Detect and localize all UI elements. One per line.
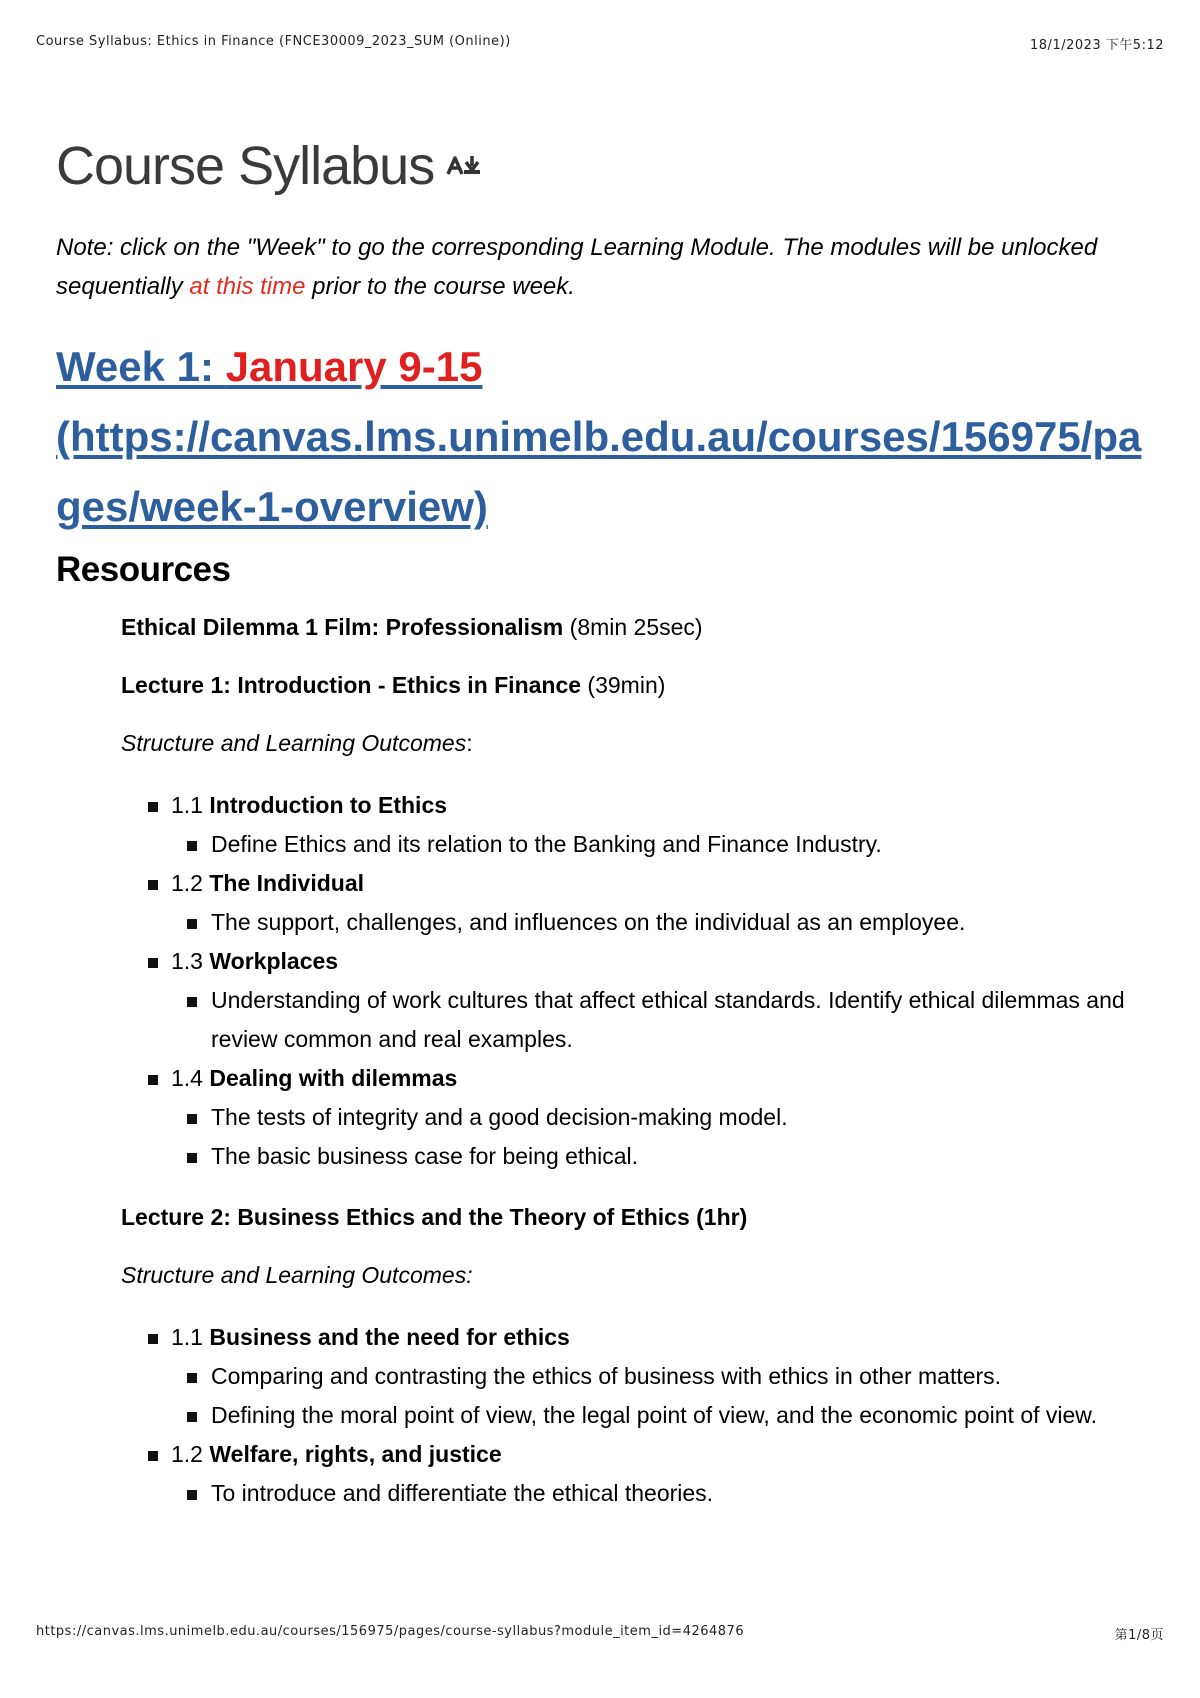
lecture-2-item	[121, 1202, 1146, 1232]
lecture-1-structure-label: Structure and Learning Outcomes:	[121, 730, 473, 756]
print-footer-page: 第1/8页	[1114, 1628, 1164, 1643]
list-item: The tests of integrity and a good decision-making model.	[121, 1098, 1146, 1137]
resources-heading: Resources	[56, 550, 231, 589]
lecture-2-title: Lecture 2: Business Ethics and the Theory of Ethics (1hr)	[121, 1204, 748, 1230]
print-footer	[36, 1624, 1164, 1643]
resources-section	[121, 612, 1146, 1513]
list-item: 1.1 Business and the need for ethics Comparing and contrasting the ethics of business with ethics in other matters. Defining the moral point of view, the legal point of view, and the economic point of view.	[121, 1318, 1146, 1435]
film-item	[121, 612, 1146, 642]
list-item: Understanding of work cultures that affect ethical standards. Identify ethical dilemmas and review common and real examples.	[121, 981, 1146, 1059]
list-item: Defining the moral point of view, the legal point of view, and the economic point of view.	[121, 1396, 1146, 1435]
week-1-dates: January 9-15	[225, 343, 483, 390]
note-highlight: at this time	[189, 273, 306, 300]
lecture-2-structure-label: Structure and Learning Outcomes:	[121, 1262, 473, 1288]
immersive-reader-icon[interactable]	[446, 152, 486, 180]
film-title: Ethical Dilemma 1 Film: Professionalism	[121, 614, 564, 640]
page-cut-mask	[0, 1566, 1200, 1606]
lecture-1-outcomes	[121, 786, 1146, 1176]
note-paragraph	[56, 228, 1146, 306]
print-header	[36, 34, 1164, 53]
lecture-1-duration: (39min)	[581, 672, 666, 698]
list-item: To introduce and differentiate the ethical theories.	[121, 1474, 1146, 1513]
print-footer-url: https://canvas.lms.unimelb.edu.au/courses/156975/pages/course-syllabus?module_item_id=4264876	[36, 1624, 745, 1639]
lecture-1-item	[121, 670, 1146, 700]
week-1-link[interactable]	[56, 332, 1146, 542]
page-title	[56, 132, 1146, 200]
note-text-1: Note: click on the "Week" to go the corresponding Learning Module. The modules will be unlocked sequentially	[56, 234, 1098, 300]
print-header-title: Course Syllabus: Ethics in Finance (FNCE30009_2023_SUM (Online))	[36, 34, 511, 49]
list-item: The basic business case for being ethical.	[121, 1137, 1146, 1176]
page-content	[56, 120, 1146, 1539]
list-item: 1.1 Introduction to Ethics Define Ethics and its relation to the Banking and Finance Industry.	[121, 786, 1146, 864]
list-item: The support, challenges, and influences on the individual as an employee.	[121, 903, 1146, 942]
lecture-2-outcomes	[121, 1318, 1146, 1513]
film-duration: (8min 25sec)	[563, 614, 703, 640]
list-item: 1.2 Welfare, rights, and justice To introduce and differentiate the ethical theories.	[121, 1435, 1146, 1513]
page-title-text: Course Syllabus	[56, 136, 435, 196]
week-1-url: (https://canvas.lms.unimelb.edu.au/courses/156975/pages/week-1-overview)	[56, 413, 1142, 530]
print-header-datetime: 18/1/2023 下午5:12	[1030, 38, 1164, 53]
list-item: 1.2 The Individual The support, challenges, and influences on the individual as an employee.	[121, 864, 1146, 942]
note-text-2: prior to the course week.	[305, 273, 575, 300]
list-item: Comparing and contrasting the ethics of business with ethics in other matters.	[121, 1357, 1146, 1396]
list-item: Define Ethics and its relation to the Banking and Finance Industry.	[121, 825, 1146, 864]
lecture-1-title: Lecture 1: Introduction - Ethics in Finance	[121, 672, 582, 698]
list-item: 1.4 Dealing with dilemmas The tests of integrity and a good decision-making model. The basic business case for being ethical.	[121, 1059, 1146, 1176]
week-1-prefix: Week 1:	[56, 343, 226, 390]
list-item: 1.3 Workplaces Understanding of work cultures that affect ethical standards. Identify ethical dilemmas and review common and real examples.	[121, 942, 1146, 1059]
